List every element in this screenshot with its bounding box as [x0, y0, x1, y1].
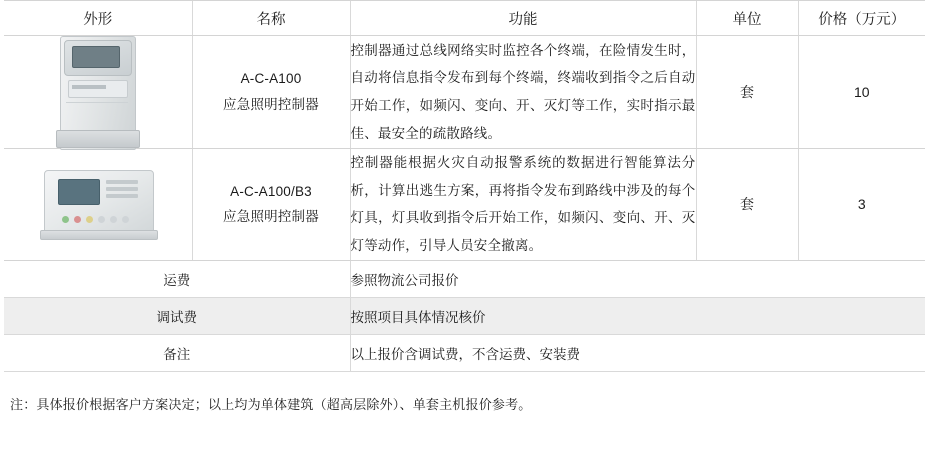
table-body — [4, 36, 925, 372]
header-row — [4, 1, 925, 36]
freight-label: 运费 — [4, 260, 350, 297]
freight-value: 参照物流公司报价 — [350, 260, 925, 297]
remark-value: 以上报价含调试费，不含运费、安装费 — [350, 334, 925, 371]
product-name-line1: A-C-A100/B3 — [230, 183, 312, 199]
column-header-shape: 外形 — [4, 1, 192, 36]
footnote: 注：具体报价根据客户方案决定；以上均为单体建筑（超高层除外）、单套主机报价参考。 — [10, 396, 532, 412]
product-unit-cell: 套 — [696, 36, 798, 149]
product-name-cell — [192, 36, 350, 149]
product-function-cell: 控制器能根据火灾自动报警系统的数据进行智能算法分析，计算出逃生方案，再将指令发布到路线中涉及的每个灯具，灯具收到指令后开始工作，如频闪、变向、开、灭灯等动作，引导人员安全撤离。 — [350, 149, 696, 261]
product-image-cell — [4, 36, 192, 149]
table-row — [4, 149, 925, 261]
product-function-cell: 控制器通过总线网络实时监控各个终端，在险情发生时，自动将信息指令发布到每个终端，终端收到指令之后自动开始工作，如频闪、变向、开、灭灯等工作，实时指示最佳、最安全的疏散路线。 — [350, 36, 696, 149]
product-unit-cell: 套 — [696, 149, 798, 261]
table-row-freight — [4, 260, 925, 297]
product-price-cell: 10 — [798, 36, 925, 149]
remark-label: 备注 — [4, 334, 350, 371]
column-header-name: 名称 — [192, 1, 350, 36]
table-row — [4, 36, 925, 149]
table-row-debug-fee — [4, 297, 925, 334]
product-name-line2: 应急照明控制器 — [223, 209, 319, 225]
table-header — [4, 1, 925, 36]
table-row-remark — [4, 334, 925, 371]
column-header-unit: 单位 — [696, 1, 798, 36]
controller-wallbox-icon — [38, 166, 158, 242]
product-price-table — [4, 0, 925, 372]
product-name-line2: 应急照明控制器 — [223, 97, 319, 112]
product-price-cell: 3 — [798, 149, 925, 261]
product-image-cell — [4, 149, 192, 261]
debug-fee-value: 按照项目具体情况核价 — [350, 297, 925, 334]
column-header-function: 功能 — [350, 1, 696, 36]
controller-cabinet-icon — [46, 36, 150, 148]
debug-fee-label: 调试费 — [4, 297, 350, 334]
product-name-line1: A-C-A100 — [240, 71, 302, 87]
product-name-cell — [192, 149, 350, 261]
column-header-price: 价格（万元） — [798, 1, 925, 36]
